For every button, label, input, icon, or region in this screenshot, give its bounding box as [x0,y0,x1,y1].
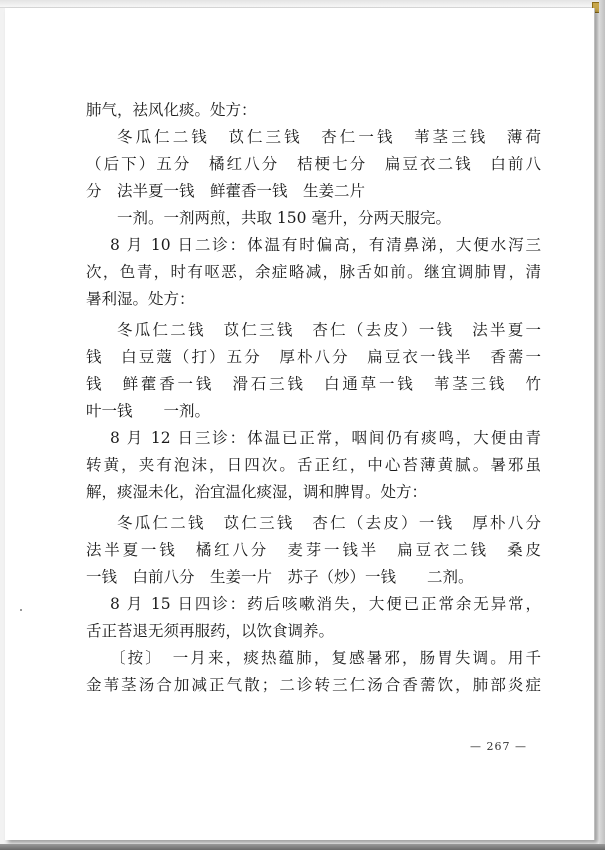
page-number: — 267 — [470,740,527,753]
prescription-line: 分 法半夏一钱 鲜藿香一钱 生姜二片 [86,182,366,200]
prescription-line: 钱 鲜藿香一钱 滑石三钱 白通草一钱 苇茎三钱 竹 [86,375,541,393]
visit-4-line: 舌正苔退无须再服药，以饮食调养。 [86,622,335,640]
scan-speck [20,609,22,611]
visit-2-line: 8 月 10 日二诊：体温有时偏高，有清鼻涕，大便水泻三 [110,236,541,254]
visit-3-line: 8 月 12 日三诊：体温已正常，咽间仍有痰鸣，大便由青 [110,429,541,447]
viewer-bottom-edge [0,844,605,850]
viewer-right-edge [599,0,605,850]
commentary-line: 〔按〕 一月来，痰热蕴肺，复感暑邪，肠胃失调。用千 [110,649,541,667]
prescription-line: 钱 白豆蔻（打）五分 厚朴八分 扁豆衣一钱半 香薷一 [86,348,541,366]
prescription-line: 叶一钱 一剂。 [86,402,211,420]
visit-2-line: 次，色青，时有呕恶，余症略减，脉舌如前。继宜调肺胃，清 [86,263,541,281]
prescription-line: 冬瓜仁二钱 苡仁三钱 杏仁一钱 苇茎三钱 薄荷 [117,128,541,146]
dosage-line: 一剂。一剂两煎，共取 150 毫升，分两天服完。 [117,209,451,227]
visit-2-line: 暑利湿。处方： [86,290,195,308]
text-line: 肺气，祛风化痰。处方： [86,101,257,119]
prescription-line: （后下）五分 橘红八分 桔梗七分 扁豆衣二钱 白前八 [86,155,541,173]
page-text-body [86,97,541,699]
viewer-top-bar [0,0,605,8]
commentary-line: 金苇茎汤合加减正气散；二诊转三仁汤合香薷饮，肺部炎症 [86,676,541,694]
prescription-line: 冬瓜仁二钱 苡仁三钱 杏仁（去皮）一钱 法半夏一 [117,321,541,339]
visit-3-line: 转黄，夹有泡沫，日四次。舌正红，中心苔薄黄腻。暑邪虽 [86,456,541,474]
visit-3-line: 解，痰湿未化，治宜温化痰湿，调和脾胃。处方： [86,483,428,501]
visit-4-line: 8 月 15 日四诊：药后咳嗽消失，大便已正常余无异常， [110,595,541,613]
prescription-line: 冬瓜仁二钱 苡仁三钱 杏仁（去皮）一钱 厚朴八分 [117,514,541,532]
prescription-line: 一钱 白前八分 生姜一片 苏子（炒）一钱 二剂。 [86,568,474,586]
prescription-line: 法半夏一钱 橘红八分 麦芽一钱半 扁豆衣二钱 桑皮 [86,541,541,559]
